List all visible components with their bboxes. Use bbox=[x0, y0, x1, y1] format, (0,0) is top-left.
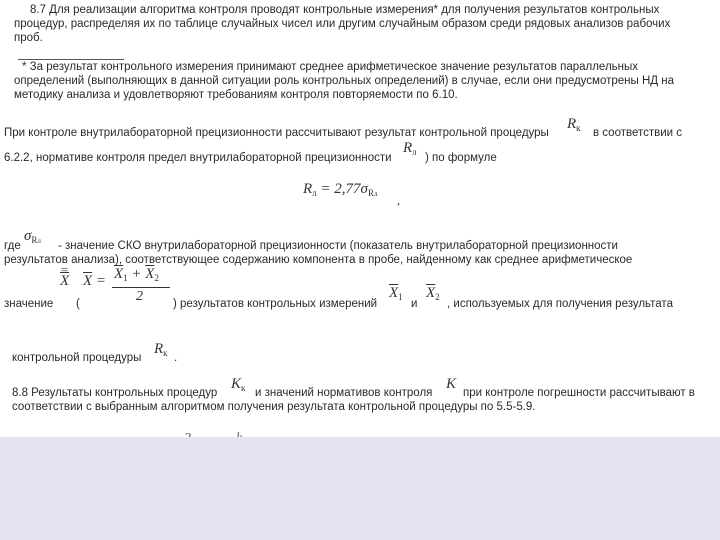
symbol-x2: $\overline{X}_2$ bbox=[426, 285, 440, 302]
text-line: - значение СКО внутрилабораторной прецизионности (показатель внутрилабораторной прецизионности bbox=[58, 240, 618, 252]
fraction-numerator: $\overline{X}_1 + \overline{X}_2$ bbox=[114, 266, 159, 283]
text-line: процедур, распределяя их по таблице случайных чисел или другим случайным образом среди рядовых анализов рабочих bbox=[14, 18, 671, 30]
formula-comma: , bbox=[397, 193, 400, 207]
footnote-line: определений (выполняющих в данной ситуации роль контрольных определений) в случае, если они предусмотрены НД на bbox=[14, 75, 675, 87]
text-line: где bbox=[4, 240, 21, 252]
text-line: ( bbox=[76, 298, 80, 310]
text-line: 6.2.2, нормативе контроля предел внутрилабораторной прецизионности bbox=[4, 152, 392, 164]
text-line: и bbox=[411, 298, 418, 310]
text-line: 8.8 Результаты контрольных процедур bbox=[12, 387, 218, 399]
footnote-line: методику анализа и удовлетворяют требованиям контроля повторяемости по 6.10. bbox=[14, 89, 458, 101]
fraction-denominator: 2 bbox=[136, 289, 143, 304]
bottom-band bbox=[0, 437, 720, 540]
formula-mean-x-top: $\overline{X}$ = bbox=[83, 273, 107, 289]
symbol-sigma-rl: $\sigma_{Rл}$ bbox=[24, 228, 41, 245]
symbol-r-k: $R_к$ bbox=[154, 341, 168, 358]
text-line: в соответствии с bbox=[593, 127, 683, 139]
text-line: контрольной процедуры bbox=[12, 352, 142, 364]
symbol-x1: $\overline{X}_1$ bbox=[389, 285, 403, 302]
text-line: и значений нормативов контроля bbox=[255, 387, 433, 399]
symbol-k: K bbox=[446, 376, 457, 392]
symbol-k-k: $K_к$ bbox=[231, 376, 246, 393]
symbol-r-l: $R_л$ bbox=[403, 140, 417, 157]
text-line: 8.7 Для реализации алгоритма контроля проводят контрольные измерения* для получения результатов контрольных bbox=[30, 4, 660, 16]
formula-rl: $R_л = 2,77\sigma_{Rл}$ bbox=[303, 181, 378, 198]
text-line: результатов анализа), соответствующее содержанию компонента в пробе, найденному как среднее арифметическое bbox=[4, 254, 633, 266]
formula-mean-x: $\overline{X}$ bbox=[60, 273, 70, 289]
text-line: . bbox=[174, 352, 178, 364]
text-line: При контроле внутрилабораторной прецизионности рассчитывают результат контрольной процедуры bbox=[4, 127, 549, 139]
text-line: значение bbox=[4, 298, 54, 310]
text-line: ) по формуле bbox=[425, 152, 497, 164]
fraction-bar bbox=[112, 287, 170, 288]
symbol-r-k: $R_к$ bbox=[567, 116, 581, 133]
text-line: , используемых для получения результата bbox=[447, 298, 673, 310]
text-line: проб. bbox=[14, 32, 43, 44]
text-line: ) результатов контрольных измерений bbox=[173, 298, 378, 310]
footnote-separator bbox=[18, 59, 124, 60]
text-line: соответствии с выбранным алгоритмом получения результата контрольной процедуры по 5.5-5.9. bbox=[12, 401, 536, 413]
footnote-line: * За результат контрольного измерения принимают среднее арифметическое значение результатов параллельных bbox=[22, 61, 639, 73]
formula-eq: = bbox=[60, 262, 69, 277]
text-line: при контроле погрешности рассчитывают в bbox=[463, 387, 695, 399]
